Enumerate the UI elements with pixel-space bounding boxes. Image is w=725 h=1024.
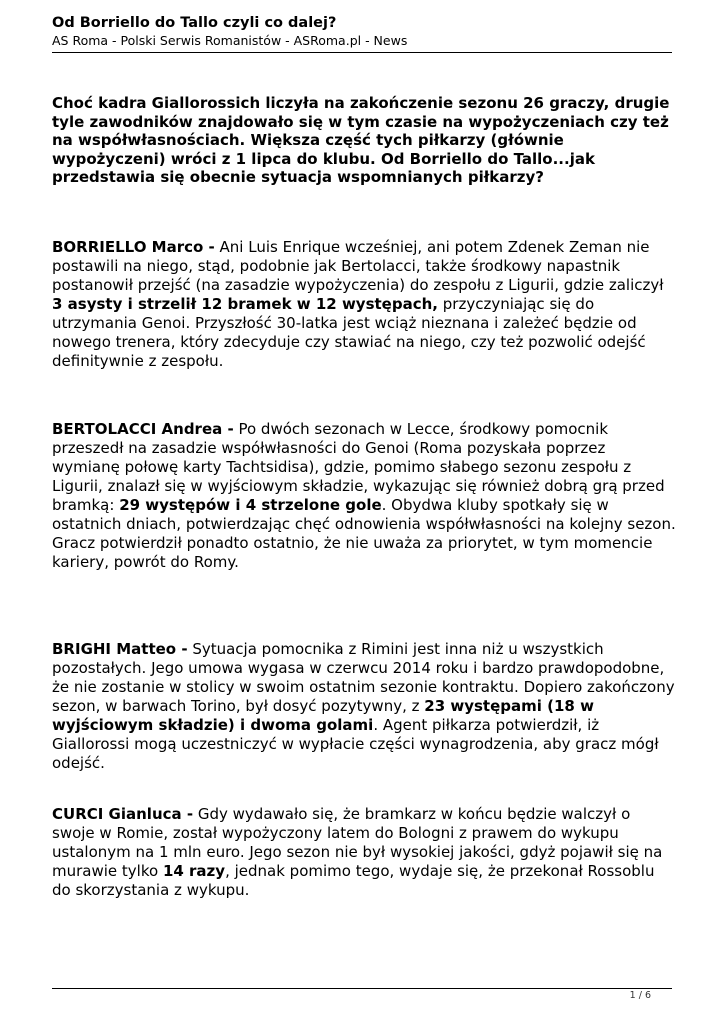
player-name: BORRIELLO Marco - (52, 238, 215, 256)
player-paragraph-bertolacci (52, 420, 677, 572)
player-paragraph-brighi (52, 640, 677, 773)
player-name: CURCI Gianluca - (52, 805, 194, 823)
player-name: BRIGHI Matteo - (52, 640, 188, 658)
paragraph-text: Ani Luis Enrique wcześniej, ani potem Zdenek Zeman nie postawili na niego, stąd, podobnie jak Bertolacci, także środkowy napastnik postanowił przejść (na zasadzie wypożyczenia) do zespołu z Ligurii, gdzie zaliczył (52, 238, 664, 294)
player-paragraph-curci (52, 805, 677, 900)
player-paragraph-borriello (52, 238, 677, 371)
article-title: Od Borriello do Tallo czyli co dalej? (52, 15, 337, 31)
header-divider (52, 52, 672, 53)
player-name: BERTOLACCI Andrea - (52, 420, 234, 438)
paragraph-text: Sytuacja pomocnika z Rimini jest inna niż u wszystkich pozostałych. Jego umowa wygasa w czerwcu 2014 roku i bardzo prawdopodobne, że nie zostanie w stolicy w swoim ostatnim sezonie kontraktu. Dopiero zakończony sezon, w barwach Torino, był dosyć pozytywny, z (52, 640, 675, 715)
paragraph-text: . Agent piłkarza potwierdził, iż Giallorossi mogą uczestniczyć w wypłacie części wynagrodzenia, aby gracz mógł odejść. (52, 716, 659, 772)
footer-divider (52, 988, 672, 989)
stats-highlight: 14 razy (162, 862, 226, 880)
stats-highlight: 23 występami (18 w wyjściowym składzie) i dwoma golami (52, 697, 594, 734)
stats-highlight: 29 występów i 4 strzelone gole (119, 496, 382, 514)
lead-paragraph: Choć kadra Giallorossich liczyła na zakończenie sezonu 26 graczy, drugie tyle zawodników znajdowało się w tym czasie na wypożyczeniach czy też na współwłasnościach. Większa część tych piłkarzy (głównie wypożyczeni) wróci z 1 lipca do klubu. Od Borriello do Tallo...jak przedstawia się obecnie sytuacja wspomnianych piłkarzy? (52, 94, 670, 186)
paragraph-text: . Obydwa kluby spotkały się w ostatnich dniach, potwierdzając chęć odnowienia współwłasności na kolejny sezon. Gracz potwierdził ponadto ostatnio, że nie uważa za priorytet, w tym momencie kariery, powrót do Romy. (52, 496, 676, 571)
paragraph-text: przyczyniając się do utrzymania Genoi. Przyszłość 30-latka jest wciąż nieznana i zależeć będzie od nowego trenera, który zdecyduje czy stawiać na niego, czy też pozwolić odejść definitywnie z zespołu. (52, 295, 646, 370)
paragraph-text: Po dwóch sezonach w Lecce, środkowy pomocnik przeszedł na zasadzie współwłasności do Genoi (Roma pozyskała poprzez wymianę połowę karty Tachtsidisa), gdzie, pomimo słabego sezonu zespołu z Ligurii, znalazł się w wyjściowym składzie, wykazując się również dobrą grą przed bramką: (52, 420, 665, 514)
stats-highlight: 3 asysty i strzelił 12 bramek w 12 występach, (52, 295, 438, 313)
page-number: 1 / 6 (629, 990, 651, 1001)
paragraph-text: Gdy wydawało się, że bramkarz w końcu będzie walczył o swoje w Romie, został wypożyczony latem do Bologni z prawem do wykupu ustalonym na 1 mln euro. Jego sezon nie był wysokiej jakości, gdyż pojawił się na murawie tylko (52, 805, 663, 880)
document-header (52, 14, 672, 49)
paragraph-text: , jednak pomimo tego, wydaje się, że przekonał Rossoblu do skorzystania z wykupu. (52, 862, 655, 899)
site-subtitle: AS Roma - Polski Serwis Romanistów - ASRoma.pl - News (52, 33, 408, 48)
